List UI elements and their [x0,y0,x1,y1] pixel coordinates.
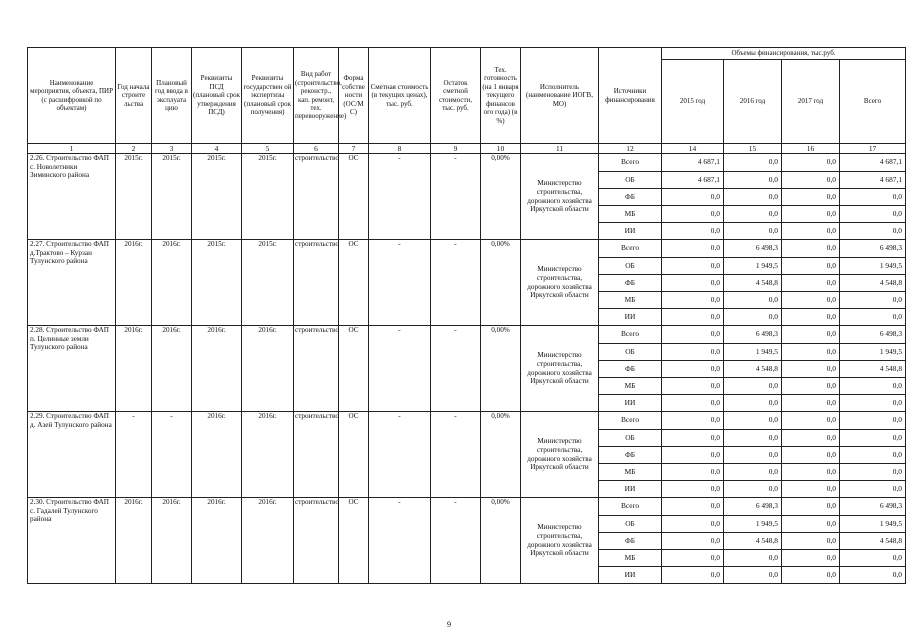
start-year-cell: - [116,412,152,498]
amount-2016-cell: 1 949,5 [724,258,782,275]
page-number: 9 [447,620,451,629]
header-ownership: Форма собстве ности (ОС/М С) [339,48,369,144]
table-body [28,154,906,584]
amount-2016-cell: 4 548,8 [724,361,782,378]
ownership-cell: ОС [339,326,369,412]
amount-2017-cell: 0,0 [782,378,840,395]
col-number: 4 [192,144,242,154]
header-expertise: Реквизиты государствен ой экспертизы (плановый срок получения) [242,48,294,144]
remainder-cell: - [431,412,481,498]
amount-2017-cell: 0,0 [782,223,840,240]
amount-2017-cell: 0,0 [782,206,840,223]
commission-year-cell: 2015г. [152,154,192,240]
expertise-cell: 2015г. [242,240,294,326]
funding-source-cell: ФБ [599,189,662,206]
funding-source-cell: ОБ [599,430,662,447]
table-header [28,48,906,154]
funding-source-cell: МБ [599,206,662,223]
ownership-cell: ОС [339,154,369,240]
amount-2015-cell: 0,0 [662,447,724,464]
col-number: 2 [116,144,152,154]
amount-2017-cell: 0,0 [782,498,840,516]
amount-total-cell: 0,0 [840,292,906,309]
amount-2017-cell: 0,0 [782,189,840,206]
readiness-cell: 0,00% [481,498,521,584]
amount-total-cell: 4 687,1 [840,172,906,189]
amount-2017-cell: 0,0 [782,292,840,309]
commission-year-cell: - [152,412,192,498]
col-number: 8 [369,144,431,154]
funding-source-cell: МБ [599,378,662,395]
amount-total-cell: 0,0 [840,447,906,464]
start-year-cell: 2015г. [116,154,152,240]
executor-cell: Министерство строительства, дорожного хозяйства Иркутской области [521,240,599,326]
readiness-cell: 0,00% [481,326,521,412]
amount-total-cell: 6 498,3 [840,326,906,344]
col-number: 15 [724,144,782,154]
amount-total-cell: 0,0 [840,430,906,447]
funding-source-cell: МБ [599,550,662,567]
amount-2015-cell: 0,0 [662,516,724,533]
psd-cell: 2016г. [192,412,242,498]
work-type-cell: строительство [294,326,339,412]
header-volumes: Объемы финансирования, тыс.руб. [662,48,906,60]
document-sheet [27,47,903,584]
executor-cell: Министерство строительства, дорожного хозяйства Иркутской области [521,154,599,240]
amount-2016-cell: 0,0 [724,154,782,172]
funding-source-cell: ИИ [599,309,662,326]
amount-2017-cell: 0,0 [782,481,840,498]
readiness-cell: 0,00% [481,412,521,498]
object-name-cell: 2.27. Строительство ФАП д.Трактово – Курзан Тулунского района [28,240,116,326]
amount-2015-cell: 0,0 [662,206,724,223]
amount-total-cell: 0,0 [840,567,906,584]
work-type-cell: строительство [294,412,339,498]
header-total: Всего [840,60,906,144]
funding-source-cell: ОБ [599,344,662,361]
funding-source-cell: Всего [599,412,662,430]
funding-source-cell: ФБ [599,533,662,550]
amount-total-cell: 0,0 [840,309,906,326]
amount-2017-cell: 0,0 [782,447,840,464]
psd-cell: 2016г. [192,498,242,584]
amount-2017-cell: 0,0 [782,326,840,344]
expertise-cell: 2016г. [242,498,294,584]
col-number: 7 [339,144,369,154]
amount-2016-cell: 0,0 [724,189,782,206]
col-number: 9 [431,144,481,154]
estimate-cell: - [369,154,431,240]
amount-total-cell: 0,0 [840,464,906,481]
remainder-cell: - [431,240,481,326]
amount-2017-cell: 0,0 [782,154,840,172]
object-name-cell: 2.26. Строительство ФАП с. Новолетники Зиминского района [28,154,116,240]
psd-cell: 2016г. [192,326,242,412]
funding-source-cell: ИИ [599,567,662,584]
amount-2016-cell: 0,0 [724,412,782,430]
amount-2015-cell: 0,0 [662,481,724,498]
object-name-cell: 2.29. Строительство ФАП д. Азей Тулунского района [28,412,116,498]
amount-total-cell: 0,0 [840,378,906,395]
start-year-cell: 2016г. [116,498,152,584]
readiness-cell: 0,00% [481,240,521,326]
amount-2017-cell: 0,0 [782,516,840,533]
amount-total-cell: 0,0 [840,206,906,223]
header-sources: Источники финансирования [599,48,662,144]
amount-2017-cell: 0,0 [782,275,840,292]
col-number: 11 [521,144,599,154]
commission-year-cell: 2016г. [152,326,192,412]
funding-source-cell: ФБ [599,275,662,292]
amount-2016-cell: 6 498,3 [724,326,782,344]
amount-total-cell: 4 548,8 [840,275,906,292]
amount-2015-cell: 0,0 [662,533,724,550]
amount-total-cell: 1 949,5 [840,344,906,361]
amount-2015-cell: 4 687,1 [662,172,724,189]
col-number: 1 [28,144,116,154]
table-row [28,412,906,430]
column-numbers-row [28,144,906,154]
amount-2017-cell: 0,0 [782,567,840,584]
executor-cell: Министерство строительства, дорожного хозяйства Иркутской области [521,326,599,412]
amount-2016-cell: 0,0 [724,447,782,464]
amount-2016-cell: 4 548,8 [724,275,782,292]
header-work-type: Вид работ (строительство, реконстр., кап. ремонт, тех. перевооружение) [294,48,339,144]
executor-cell: Министерство строительства, дорожного хозяйства Иркутской области [521,412,599,498]
amount-2015-cell: 0,0 [662,292,724,309]
amount-total-cell: 1 949,5 [840,258,906,275]
header-remainder: Остаток сметной стоимости, тыс. руб. [431,48,481,144]
amount-2015-cell: 0,0 [662,275,724,292]
amount-2017-cell: 0,0 [782,430,840,447]
col-number: 16 [782,144,840,154]
funding-source-cell: ОБ [599,258,662,275]
header-executor: Исполнитель (наименование ИОГВ, МО) [521,48,599,144]
amount-2016-cell: 0,0 [724,430,782,447]
amount-2016-cell: 4 548,8 [724,533,782,550]
amount-2015-cell: 0,0 [662,344,724,361]
amount-2017-cell: 0,0 [782,533,840,550]
amount-total-cell: 0,0 [840,223,906,240]
col-number: 10 [481,144,521,154]
amount-2015-cell: 0,0 [662,378,724,395]
funding-source-cell: ОБ [599,516,662,533]
estimate-cell: - [369,498,431,584]
amount-total-cell: 4 548,8 [840,361,906,378]
ownership-cell: ОС [339,412,369,498]
commission-year-cell: 2016г. [152,240,192,326]
table-row [28,498,906,516]
header-year-2016: 2016 год [724,60,782,144]
amount-total-cell: 0,0 [840,412,906,430]
estimate-cell: - [369,240,431,326]
table-row [28,326,906,344]
amount-2016-cell: 0,0 [724,206,782,223]
header-year-2015: 2015 год [662,60,724,144]
funding-source-cell: ФБ [599,361,662,378]
col-number: 14 [662,144,724,154]
amount-total-cell: 4 687,1 [840,154,906,172]
amount-2015-cell: 0,0 [662,550,724,567]
amount-2015-cell: 0,0 [662,567,724,584]
col-number: 17 [840,144,906,154]
amount-total-cell: 6 498,3 [840,240,906,258]
header-readiness: Тех. готовность (на 1 января текущего финансов ого года) (в %) [481,48,521,144]
header-year-2017: 2017 год [782,60,840,144]
header-psd: Реквизиты ПСД (плановый срок утверждения ПСД) [192,48,242,144]
amount-2016-cell: 0,0 [724,378,782,395]
estimate-cell: - [369,412,431,498]
remainder-cell: - [431,154,481,240]
amount-2015-cell: 0,0 [662,395,724,412]
amount-2016-cell: 0,0 [724,395,782,412]
funding-source-cell: Всего [599,240,662,258]
work-type-cell: строительство [294,154,339,240]
funding-source-cell: ФБ [599,447,662,464]
amount-total-cell: 1 949,5 [840,516,906,533]
expertise-cell: 2016г. [242,326,294,412]
amount-2017-cell: 0,0 [782,395,840,412]
funding-source-cell: Всего [599,154,662,172]
amount-2017-cell: 0,0 [782,464,840,481]
funding-source-cell: ИИ [599,481,662,498]
col-number: 12 [599,144,662,154]
amount-2015-cell: 0,0 [662,258,724,275]
amount-2016-cell: 1 949,5 [724,344,782,361]
funding-source-cell: ИИ [599,223,662,240]
amount-total-cell: 0,0 [840,481,906,498]
col-number: 5 [242,144,294,154]
amount-2015-cell: 0,0 [662,464,724,481]
amount-2016-cell: 0,0 [724,481,782,498]
amount-2016-cell: 0,0 [724,550,782,567]
amount-2016-cell: 0,0 [724,567,782,584]
header-estimate: Сметная стоимость (в текущих ценах), тыс. руб. [369,48,431,144]
remainder-cell: - [431,326,481,412]
amount-2017-cell: 0,0 [782,361,840,378]
amount-2017-cell: 0,0 [782,258,840,275]
amount-total-cell: 0,0 [840,550,906,567]
readiness-cell: 0,00% [481,154,521,240]
financing-table [27,47,906,584]
amount-2016-cell: 0,0 [724,464,782,481]
amount-2017-cell: 0,0 [782,412,840,430]
object-name-cell: 2.28. Строительство ФАП п. Целинные земли Тулунского района [28,326,116,412]
commission-year-cell: 2016г. [152,498,192,584]
psd-cell: 2015г. [192,240,242,326]
estimate-cell: - [369,326,431,412]
psd-cell: 2015г. [192,154,242,240]
funding-source-cell: ИИ [599,395,662,412]
amount-total-cell: 4 548,8 [840,533,906,550]
col-number: 3 [152,144,192,154]
remainder-cell: - [431,498,481,584]
col-number: 6 [294,144,339,154]
amount-2015-cell: 0,0 [662,326,724,344]
amount-2015-cell: 0,0 [662,412,724,430]
table-row [28,240,906,258]
funding-source-cell: ОБ [599,172,662,189]
funding-source-cell: Всего [599,326,662,344]
executor-cell: Министерство строительства, дорожного хозяйства Иркутской области [521,498,599,584]
amount-2015-cell: 0,0 [662,240,724,258]
amount-2017-cell: 0,0 [782,550,840,567]
amount-2017-cell: 0,0 [782,309,840,326]
amount-total-cell: 0,0 [840,395,906,412]
object-name-cell: 2.30. Строительство ФАП с. Гадалей Тулунского района [28,498,116,584]
amount-2016-cell: 0,0 [724,309,782,326]
header-name: Наименование мероприятия, объекта, ПИР (с расшифровкой по объектам) [28,48,116,144]
amount-2016-cell: 6 498,3 [724,240,782,258]
amount-2016-cell: 0,0 [724,172,782,189]
amount-2017-cell: 0,0 [782,344,840,361]
table-row [28,154,906,172]
funding-source-cell: МБ [599,464,662,481]
amount-2016-cell: 0,0 [724,223,782,240]
amount-total-cell: 0,0 [840,189,906,206]
amount-2015-cell: 4 687,1 [662,154,724,172]
amount-2016-cell: 1 949,5 [724,516,782,533]
amount-2017-cell: 0,0 [782,172,840,189]
amount-2015-cell: 0,0 [662,309,724,326]
funding-source-cell: МБ [599,292,662,309]
work-type-cell: строительство [294,498,339,584]
amount-2016-cell: 0,0 [724,292,782,309]
funding-source-cell: Всего [599,498,662,516]
amount-2016-cell: 6 498,3 [724,498,782,516]
header-commission-year: Плановый год ввода в эксплуата цию [152,48,192,144]
expertise-cell: 2015г. [242,154,294,240]
amount-2015-cell: 0,0 [662,361,724,378]
header-start-year: Год начала строите льства [116,48,152,144]
start-year-cell: 2016г. [116,326,152,412]
ownership-cell: ОС [339,498,369,584]
work-type-cell: строительство [294,240,339,326]
amount-2015-cell: 0,0 [662,223,724,240]
amount-2017-cell: 0,0 [782,240,840,258]
ownership-cell: ОС [339,240,369,326]
amount-2015-cell: 0,0 [662,498,724,516]
amount-2015-cell: 0,0 [662,189,724,206]
start-year-cell: 2016г. [116,240,152,326]
amount-total-cell: 6 498,3 [840,498,906,516]
expertise-cell: 2016г. [242,412,294,498]
amount-2015-cell: 0,0 [662,430,724,447]
